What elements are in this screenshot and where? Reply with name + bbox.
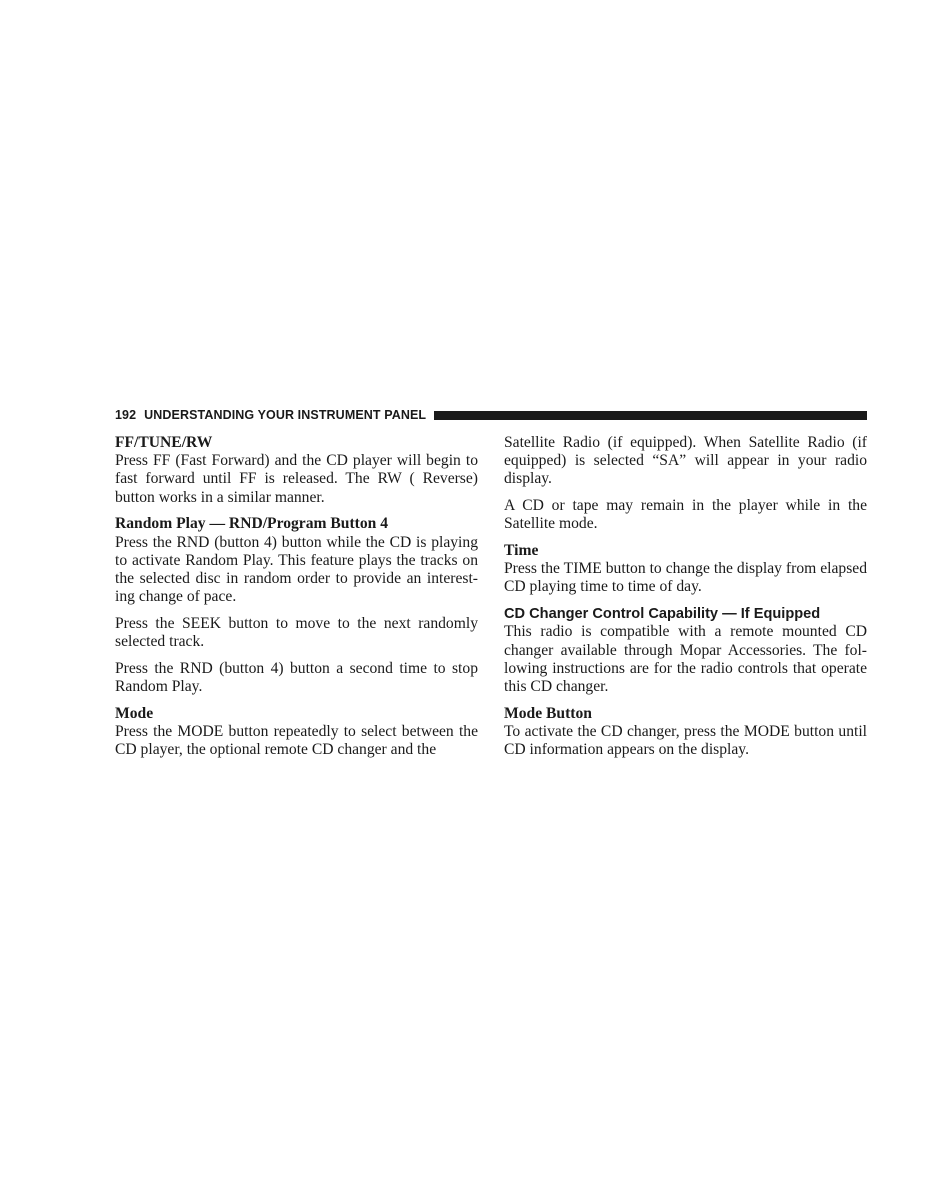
- left-column: [115, 434, 478, 768]
- section-heading: Mode: [115, 704, 154, 722]
- body-paragraph: This radio is compatible with a remote mounted CD changer available through Mopar Accessories. The fol-lowing instructions are for the radio controls that operate this CD changer.: [504, 623, 867, 695]
- body-paragraph: Press the RND (button 4) button a second time to stop Random Play.: [115, 659, 478, 695]
- section-heading: Random Play — RND/Program Button 4: [115, 515, 389, 533]
- section-heading: FF/TUNE/RW: [115, 434, 213, 451]
- body-paragraph: Press the MODE button repeatedly to select between the CD player, the optional remote CD changer and the: [115, 722, 478, 759]
- section-time: [504, 542, 867, 597]
- body-paragraph: Press the RND (button 4) button while the CD is playing to activate Random Play. This feature plays the tracks on the selected disc in random order to provide an interest-ing change of pace.: [115, 533, 478, 606]
- section-mode-button: [504, 705, 867, 760]
- section-heading: Time: [504, 542, 539, 560]
- section-heading: CD Changer Control Capability — If Equipped: [504, 606, 821, 623]
- body-paragraph: Press the TIME button to change the display from elapsed CD playing time to time of day.: [504, 560, 867, 596]
- body-paragraph: Satellite Radio (if equipped). When Satellite Radio (if equipped) is selected “SA” will appear in your radio display.: [504, 434, 867, 488]
- body-paragraph: A CD or tape may remain in the player while in the Satellite mode.: [504, 497, 867, 533]
- section-ff-tune-rw: [115, 434, 478, 507]
- section-random-play: [115, 515, 478, 696]
- page-number: 192: [115, 408, 137, 422]
- body-paragraph: Press FF (Fast Forward) and the CD player will begin to fast forward until FF is released. The RW ( Reverse) button works in a similar manner.: [115, 452, 478, 506]
- section-cd-changer-control: [504, 605, 867, 696]
- header-rule: [434, 411, 867, 420]
- right-column: [504, 434, 867, 768]
- header-title: UNDERSTANDING YOUR INSTRUMENT PANEL: [144, 408, 427, 422]
- section-heading: Mode Button: [504, 704, 592, 722]
- page-header: [115, 406, 867, 424]
- body-paragraph: Press the SEEK button to move to the next randomly selected track.: [115, 614, 478, 651]
- section-mode: [115, 705, 478, 760]
- body-paragraph: To activate the CD changer, press the MODE button until CD information appears on the display.: [504, 722, 867, 759]
